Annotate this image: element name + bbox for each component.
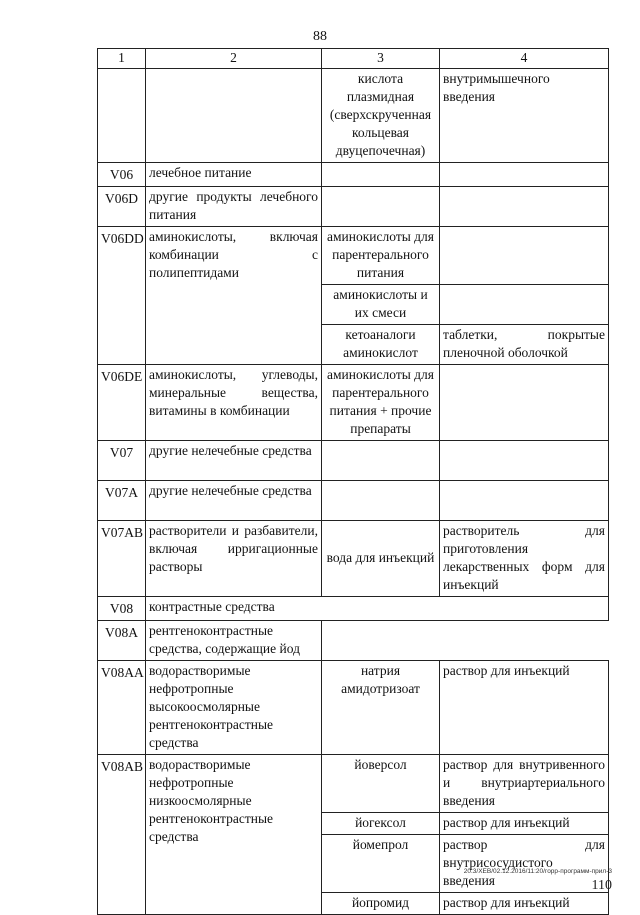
- group-description-cell: другие продукты лечебного питания: [146, 187, 322, 227]
- dosage-form-cell: [440, 365, 609, 441]
- table-row: [98, 365, 609, 441]
- drug-name-cell: йомепрол: [322, 835, 440, 893]
- dosage-form-cell: [440, 187, 609, 227]
- dosage-form-cell: внутримышечного введения: [440, 69, 609, 163]
- group-description-cell: другие нелечебные средства: [146, 481, 322, 521]
- atc-code-cell: V08A: [98, 621, 146, 661]
- atc-code-cell: V07A: [98, 481, 146, 521]
- group-description-cell: водорастворимые нефротропные низкоосмолярные рентгеноконтрастные средства: [146, 755, 322, 915]
- drug-name-cell: [322, 441, 440, 481]
- group-description-cell: аминокислоты, углеводы, минеральные вещества, витамины в комбинации: [146, 365, 322, 441]
- drug-name-cell: кетоаналоги аминокислот: [322, 325, 440, 365]
- group-description-cell: лечебное питание: [146, 163, 322, 187]
- column-number: 4: [440, 49, 609, 69]
- drug-name-cell: аминокислоты и их смеси: [322, 285, 440, 325]
- column-number: 2: [146, 49, 322, 69]
- dosage-form-cell: раствор для инъекций: [440, 661, 609, 755]
- drug-name-cell: [322, 481, 440, 521]
- table-row: [98, 187, 609, 227]
- drug-name-cell: йогексол: [322, 813, 440, 835]
- dosage-form-cell: [440, 441, 609, 481]
- group-description-cell: другие нелечебные средства: [146, 441, 322, 481]
- group-description-cell: водорастворимые нефротропные высокоосмолярные рентгеноконтрастные средства: [146, 661, 322, 755]
- drug-name-cell: кислота плазмидная (сверхскрученная кольцевая двуцепочечная): [322, 69, 440, 163]
- drug-table: [97, 48, 609, 915]
- table-row: [98, 441, 609, 481]
- table-row: [98, 661, 609, 755]
- table-row: [98, 163, 609, 187]
- atc-code-cell: V06: [98, 163, 146, 187]
- column-number: 1: [98, 49, 146, 69]
- drug-name-cell: [322, 187, 440, 227]
- dosage-form-cell: раствор для инъекций: [440, 813, 609, 835]
- dosage-form-cell: раствор для внутривенного и внутриартериального введения: [440, 755, 609, 813]
- table-row: [98, 69, 609, 163]
- atc-code-cell: V06DE: [98, 365, 146, 441]
- atc-code-cell: V08: [98, 597, 146, 621]
- drug-name-cell: аминокислоты для парентерального питания + прочие препараты: [322, 365, 440, 441]
- group-description-cell: рентгеноконтрастные средства, содержащие йод: [146, 621, 322, 661]
- document-reference: 20.3/ХЕВ/02.12.2016/11:20/горр-программ-прил-3: [463, 868, 612, 875]
- dosage-form-cell: [440, 227, 609, 285]
- drug-name-cell: вода для инъекций: [322, 521, 440, 597]
- dosage-form-cell: [440, 285, 609, 325]
- column-number-row: [98, 49, 609, 69]
- group-description-cell: контрастные средства: [146, 597, 609, 621]
- column-number: 3: [322, 49, 440, 69]
- dosage-form-cell: [440, 481, 609, 521]
- atc-code-cell: V06DD: [98, 227, 146, 365]
- atc-code-cell: V07: [98, 441, 146, 481]
- dosage-form-cell: раствор для внутрисосудистого введения: [440, 835, 609, 893]
- group-description-cell: [146, 69, 322, 163]
- drug-name-cell: натрия амидотризоат: [322, 661, 440, 755]
- drug-name-cell: йопромид: [322, 893, 440, 915]
- empty-cell: [322, 621, 609, 661]
- atc-code-cell: V08AB: [98, 755, 146, 915]
- sheet-number: 110: [591, 878, 612, 893]
- drug-name-cell: аминокислоты для парентерального питания: [322, 227, 440, 285]
- table-row: [98, 621, 609, 661]
- atc-code-cell: V07AB: [98, 521, 146, 597]
- atc-code-cell: V08AA: [98, 661, 146, 755]
- dosage-form-cell: [440, 163, 609, 187]
- atc-code-cell: V06D: [98, 187, 146, 227]
- page-number: 88: [313, 29, 327, 44]
- drug-name-cell: йоверсол: [322, 755, 440, 813]
- table-row: [98, 227, 609, 285]
- atc-code-cell: [98, 69, 146, 163]
- table-row: [98, 481, 609, 521]
- drug-name-cell: [322, 163, 440, 187]
- group-description-cell: аминокислоты, включая комбинации с полипептидами: [146, 227, 322, 365]
- dosage-form-cell: раствор для инъекций: [440, 893, 609, 915]
- table-row: [98, 597, 609, 621]
- dosage-form-cell: растворитель для приготовления лекарственных форм для инъекций: [440, 521, 609, 597]
- table-row: [98, 521, 609, 597]
- table-row: [98, 755, 609, 813]
- group-description-cell: растворители и разбавители, включая ирригационные растворы: [146, 521, 322, 597]
- dosage-form-cell: таблетки, покрытые пленочной оболочкой: [440, 325, 609, 365]
